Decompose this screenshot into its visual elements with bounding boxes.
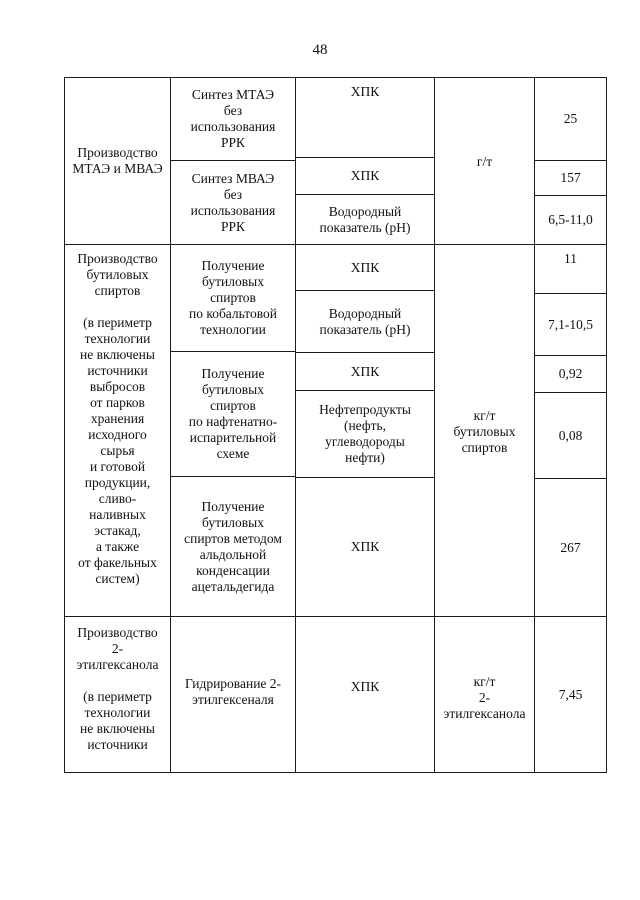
unit-mtae: г/т bbox=[476, 154, 493, 169]
param-mvae-ph: Водородный показатель (рН) bbox=[319, 203, 411, 235]
process-mtae-mvae: Производство МТАЭ и МВАЭ bbox=[72, 145, 163, 176]
param-cobalt-ph: Водородный показатель (рН) bbox=[319, 305, 411, 337]
sub-process-naphthenate: Получение бутиловых спиртов по нафтенатно- испарительной схеме bbox=[188, 366, 278, 461]
value-cobalt-ph: 7,1-10,5 bbox=[548, 316, 593, 332]
param-ethylhexanol-cod: ХПК bbox=[350, 679, 380, 694]
unit-butyl: кг/т бутиловых спиртов bbox=[453, 408, 516, 455]
value-ethylhexanol-cod: 7,45 bbox=[558, 687, 583, 702]
param-aldol-cod: ХПК bbox=[350, 539, 380, 554]
param-mtae-cod: ХПК bbox=[350, 84, 380, 99]
process-ethylhexanol: Производство 2- этилгексанола (в периметр технологии не включены источники bbox=[76, 625, 159, 752]
value-naphthenate-cod: 0,92 bbox=[558, 366, 583, 381]
sub-process-mtae-synthesis: Синтез МТАЭ без использования РРК bbox=[190, 87, 276, 150]
value-mtae-cod: 25 bbox=[563, 111, 578, 126]
value-mvae-ph: 6,5-11,0 bbox=[548, 212, 593, 227]
sub-process-mvae-synthesis: Синтез МВАЭ без использования РРК bbox=[190, 170, 276, 234]
value-aldol-cod: 267 bbox=[560, 539, 581, 555]
sub-process-aldol: Получение бутиловых спиртов методом альдольной конденсации ацетальдегида bbox=[184, 498, 282, 594]
page-number: 48 bbox=[312, 42, 328, 58]
value-cobalt-cod: 11 bbox=[564, 251, 577, 266]
param-naphthenate-cod: ХПК bbox=[350, 363, 380, 379]
unit-ethylhexanol: кг/т 2- этилгексанола bbox=[443, 674, 526, 721]
value-naphthenate-oil: 0,08 bbox=[558, 427, 583, 443]
param-mvae-cod: ХПК bbox=[350, 168, 380, 183]
sub-process-cobalt: Получение бутиловых спиртов по кобальтовой технологии bbox=[188, 258, 278, 337]
process-butyl-alcohols: Производство бутиловых спиртов (в периметр технологии не включены источники выбросов от парков хранения исходного сырья и готовой продукции, сливо- наливных эстакад, а также от факельных систем) bbox=[77, 251, 158, 586]
value-mvae-cod: 157 bbox=[560, 170, 581, 185]
param-cobalt-cod: ХПК bbox=[350, 259, 380, 275]
sub-process-hydrogenation: Гидрирование 2- этилгексеналя bbox=[184, 676, 282, 707]
param-naphthenate-oil: Нефтепродукты (нефть, углеводороды нефти) bbox=[319, 402, 411, 465]
